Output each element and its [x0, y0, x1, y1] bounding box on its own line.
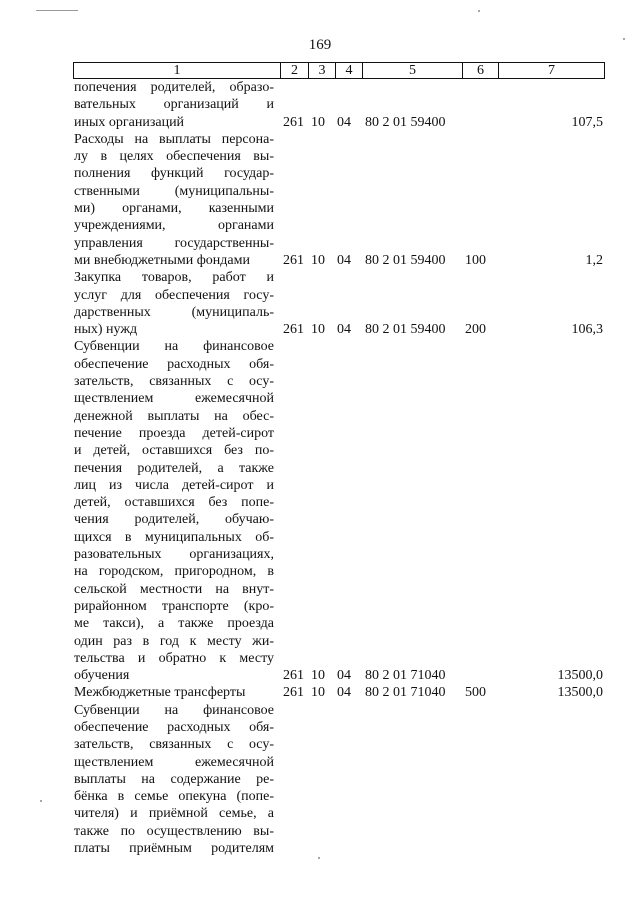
column-header-6: 6: [463, 63, 499, 79]
table-row: [0, 650, 640, 667]
column-header-3: 3: [309, 63, 336, 79]
column-header-2: 2: [281, 63, 309, 79]
row-description: также по осуществлению вы-: [74, 823, 274, 839]
table-row: [0, 390, 640, 407]
row-description: на городском, пригородном, в: [74, 564, 274, 580]
subsection-code: 04: [337, 668, 351, 684]
table-row: [0, 321, 640, 338]
ministry-code: 261: [283, 685, 304, 701]
scan-artifact-line: [36, 10, 78, 11]
table-row: [0, 304, 640, 321]
row-description: печения родителей, а также: [74, 460, 274, 476]
row-description: учреждениями, органами: [74, 218, 274, 234]
table-row: [0, 200, 640, 217]
column-header-1: 1: [74, 63, 281, 79]
table-row: [0, 823, 640, 840]
table-row: [0, 615, 640, 632]
row-description: обучения: [74, 668, 130, 684]
row-description: Субвенции на финансовое: [74, 339, 274, 355]
table-row: [0, 684, 640, 701]
table-row: [0, 183, 640, 200]
row-description: обеспечение расходных обя-: [74, 356, 274, 372]
ministry-code: 261: [283, 114, 304, 130]
target-article-code: 80 2 01 59400: [365, 114, 446, 130]
row-description: Закупка товаров, работ и: [74, 270, 274, 286]
row-description: детей, оставшихся без попе-: [74, 495, 274, 511]
column-header-7: 7: [499, 63, 605, 79]
ministry-code: 261: [283, 668, 304, 684]
row-description: чения родителей, обучаю-: [74, 512, 274, 528]
row-description: бёнка в семье опекуна (попе-: [74, 789, 274, 805]
amount: 1,2: [585, 252, 603, 268]
table-row: [0, 425, 640, 442]
table-row: [0, 269, 640, 286]
row-description: платы приёмным родителям: [74, 841, 274, 857]
expense-type-code: 100: [465, 252, 486, 268]
row-description: печение проезда детей-сирот: [74, 425, 274, 441]
row-description: лу в целях обеспечения вы-: [74, 149, 274, 165]
row-description: управления государственны-: [74, 235, 274, 251]
subsection-code: 04: [337, 252, 351, 268]
row-description: полнения функций государ-: [74, 166, 274, 182]
row-description: ме такси), а также проезда: [74, 616, 274, 632]
table-row: [0, 287, 640, 304]
table-row: [0, 373, 640, 390]
expense-type-code: 200: [465, 322, 486, 338]
table-row: [0, 252, 640, 269]
section-code: 10: [311, 252, 325, 268]
budget-rows: [0, 79, 640, 857]
table-row: [0, 598, 640, 615]
row-description: ществлением ежемесячной: [74, 754, 274, 770]
table-row: [0, 460, 640, 477]
table-row: [0, 96, 640, 113]
subsection-code: 04: [337, 685, 351, 701]
table-row: [0, 477, 640, 494]
row-description: Расходы на выплаты персона-: [74, 131, 274, 147]
row-description: вательных организаций и: [74, 97, 274, 113]
column-header-row: [74, 63, 605, 79]
row-description: тельства и обратно к месту: [74, 650, 274, 666]
target-article-code: 80 2 01 59400: [365, 322, 446, 338]
table-row: [0, 114, 640, 131]
amount: 13500,0: [557, 668, 603, 684]
target-article-code: 80 2 01 71040: [365, 685, 446, 701]
expense-type-code: 500: [465, 685, 486, 701]
table-row: [0, 442, 640, 459]
table-row: [0, 633, 640, 650]
row-description: зательств, связанных с осу-: [74, 737, 274, 753]
table-row: [0, 217, 640, 234]
table-row: [0, 581, 640, 598]
table-row: [0, 165, 640, 182]
row-description: обеспечение расходных обя-: [74, 719, 274, 735]
row-description: чителя) и приёмной семье, а: [74, 806, 274, 822]
amount: 107,5: [571, 114, 603, 130]
row-description: выплаты на содержание ре-: [74, 771, 274, 787]
table-row: [0, 771, 640, 788]
row-description: попечения родителей, образо-: [74, 80, 274, 95]
table-row: [0, 563, 640, 580]
table-row: [0, 79, 640, 96]
row-description: зательств, связанных с осу-: [74, 374, 274, 390]
table-row: [0, 235, 640, 252]
row-description: и детей, оставшихся без по-: [74, 443, 274, 459]
row-description: Субвенции на финансовое: [74, 702, 274, 718]
column-header-5: 5: [363, 63, 463, 79]
amount: 106,3: [571, 322, 603, 338]
table-row: [0, 131, 640, 148]
scan-artifact-speck: [478, 10, 480, 12]
table-row: [0, 754, 640, 771]
target-article-code: 80 2 01 59400: [365, 252, 446, 268]
target-article-code: 80 2 01 71040: [365, 668, 446, 684]
ministry-code: 261: [283, 322, 304, 338]
section-code: 10: [311, 322, 325, 338]
table-row: [0, 356, 640, 373]
row-description: ми) органами, казенными: [74, 201, 274, 217]
table-row: [0, 148, 640, 165]
row-description: ственными (муниципальны-: [74, 183, 274, 199]
column-header-table: [73, 62, 605, 79]
table-row: [0, 736, 640, 753]
amount: 13500,0: [557, 685, 603, 701]
column-header-4: 4: [336, 63, 363, 79]
table-row: [0, 667, 640, 684]
table-row: [0, 408, 640, 425]
row-description: один раз в год к месту жи-: [74, 633, 274, 649]
row-description: ми внебюджетными фондами: [74, 252, 250, 268]
ministry-code: 261: [283, 252, 304, 268]
row-description: рирайонном транспорте (кро-: [74, 598, 274, 614]
row-description: денежной выплаты на обес-: [74, 408, 274, 424]
table-row: [0, 511, 640, 528]
row-description: сельской местности на внут-: [74, 581, 274, 597]
table-row: [0, 805, 640, 822]
table-row: [0, 719, 640, 736]
row-description: щихся в муниципальных об-: [74, 529, 274, 545]
row-description: дарственных (муниципаль-: [74, 304, 274, 320]
table-row: [0, 788, 640, 805]
table-row: [0, 338, 640, 355]
table-row: [0, 494, 640, 511]
row-description: иных организаций: [74, 114, 185, 130]
row-description: услуг для обеспечения госу-: [74, 287, 274, 303]
row-description: лиц из числа детей-сирот и: [74, 477, 274, 493]
section-code: 10: [311, 668, 325, 684]
row-description: ществлением ежемесячной: [74, 391, 274, 407]
table-row: [0, 702, 640, 719]
table-row: [0, 840, 640, 857]
section-code: 10: [311, 685, 325, 701]
subsection-code: 04: [337, 322, 351, 338]
row-description: ных) нужд: [74, 322, 138, 338]
table-row: [0, 546, 640, 563]
row-description: Межбюджетные трансферты: [74, 685, 246, 701]
subsection-code: 04: [337, 114, 351, 130]
table-row: [0, 529, 640, 546]
section-code: 10: [311, 114, 325, 130]
page-number: 169: [308, 37, 332, 53]
row-description: разовательных организациях,: [74, 547, 274, 563]
